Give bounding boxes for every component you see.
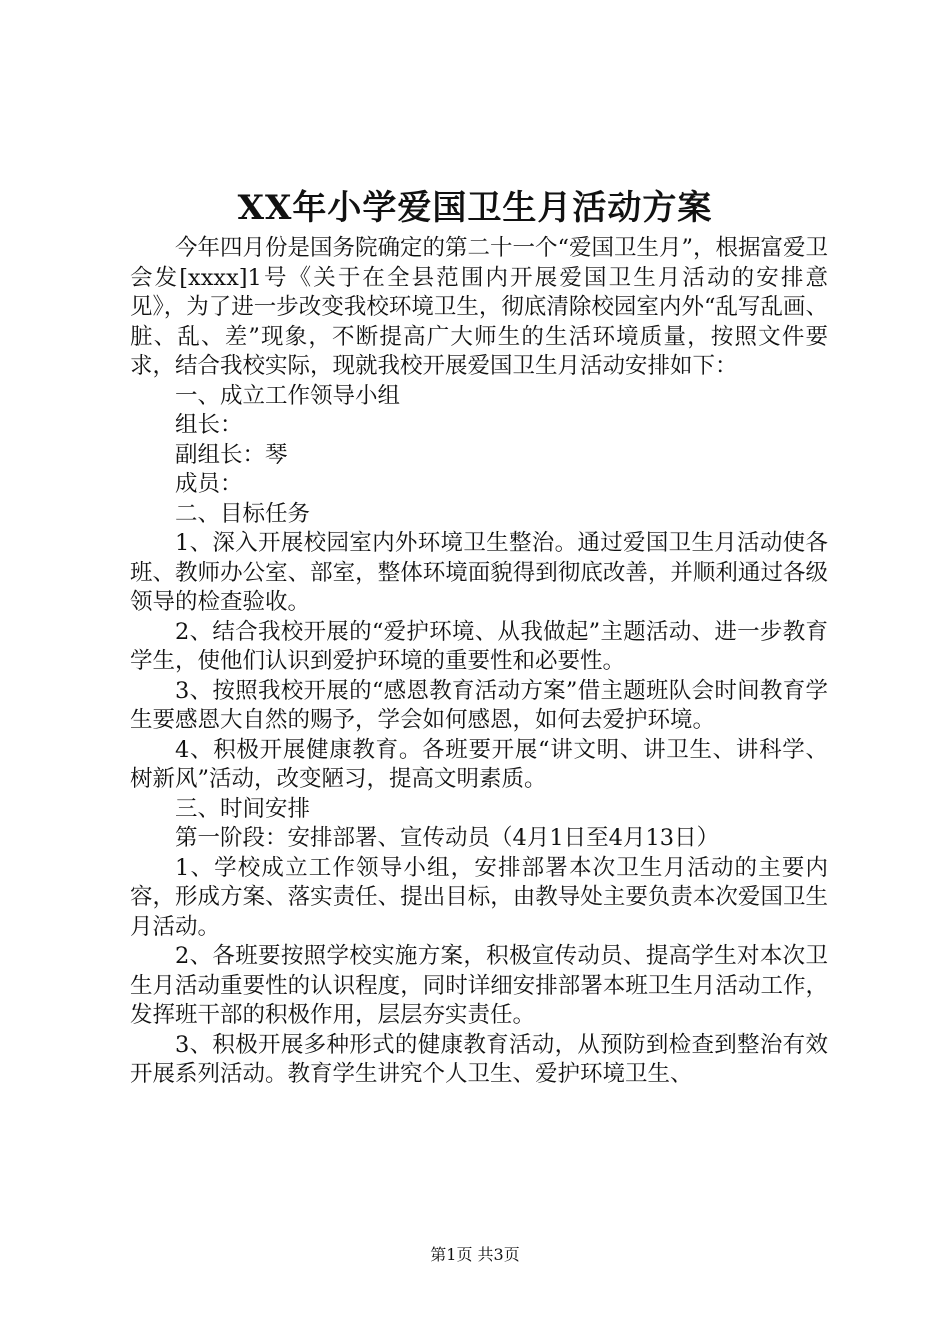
section-heading-1: 一、成立工作领导小组 [175,382,401,409]
members-line: 成员： [175,471,243,497]
section-heading-2: 二、目标任务 [175,500,311,527]
task-item-4: 4、积极开展健康教育。各班要开展“讲文明、讲卫生、讲科学、树新风”活动，改变陋习，提高文明素质。 [130,736,828,792]
section-heading-3: 三、时间安排 [175,795,311,822]
task-item-3: 3、按照我校开展的“感恩教育活动方案”借主题班队会时间教育学生要感恩大自然的赐予，学会如何感恩，如何去爱护环境。 [130,677,828,733]
phase-1-heading: 第一阶段：安排部署、宣传动员（4月1日至4月13日） [175,825,720,851]
task-item-2: 2、结合我校开展的“爱护环境、从我做起”主题活动、进一步教育学生，使他们认识到爱护环境的重要性和必要性。 [130,618,828,674]
document-title: XX年小学爱国卫生月活动方案 [237,188,713,228]
phase-1-item-2: 2、各班要按照学校实施方案，积极宣传动员、提高学生对本次卫生月活动重要性的认识程度，同时详细安排部署本班卫生月活动工作，发挥班干部的积极作用，层层夯实责任。 [130,943,828,1028]
paragraph-intro: 今年四月份是国务院确定的第二十一个“爱国卫生月”，根据富爱卫会发[xxxx]1号《关于在全县范围内开展爱国卫生月活动的安排意见》，为了进一步改变我校环境卫生，彻底清除校园室内外“乱写乱画、脏、乱、差”现象，不断提高广大师生的生活环境质量，按照文件要求，结合我校实际，现就我校开展爱国卫生月活动安排如下： [130,235,829,379]
document-body [130,234,828,1090]
task-item-1: 1、深入开展校园室内外环境卫生整治。通过爱国卫生月活动使各班、教师办公室、部室，整体环境面貌得到彻底改善，并顺利通过各级领导的检查验收。 [130,530,828,615]
page-number-footer: 第1页 共3页 [430,1245,520,1264]
phase-1-item-3: 3、积极开展多种形式的健康教育活动，从预防到检查到整治有效开展系列活动。教育学生讲究个人卫生、爱护环境卫生、 [130,1031,828,1087]
group-leader-line: 组长： [175,412,243,438]
phase-1-item-1: 1、学校成立工作领导小组，安排部署本次卫生月活动的主要内容，形成方案、落实责任、提出目标，由教导处主要负责本次爱国卫生月活动。 [130,854,828,940]
deputy-leader-line: 副组长：琴 [175,441,288,468]
